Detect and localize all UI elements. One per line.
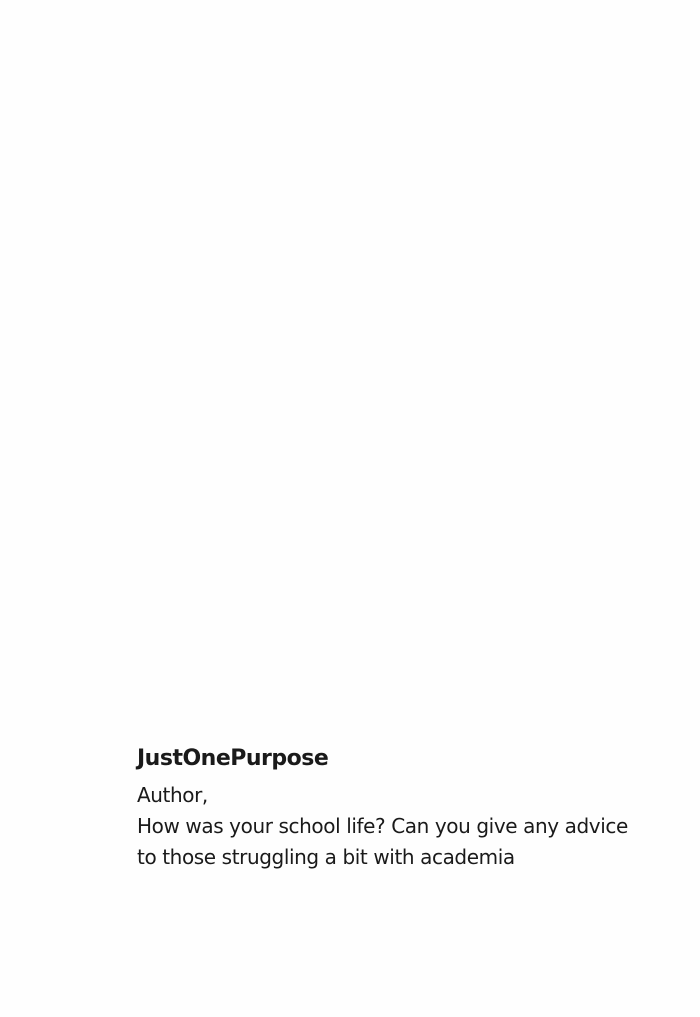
reader-username: JustOnePurpose	[137, 746, 329, 771]
reader-question-block	[137, 746, 628, 873]
question-salutation: Author,	[137, 783, 208, 807]
question-text-line-2: to those struggling a bit with academia	[137, 845, 515, 869]
question-text-line-1: How was your school life? Can you give any advice	[137, 814, 628, 838]
